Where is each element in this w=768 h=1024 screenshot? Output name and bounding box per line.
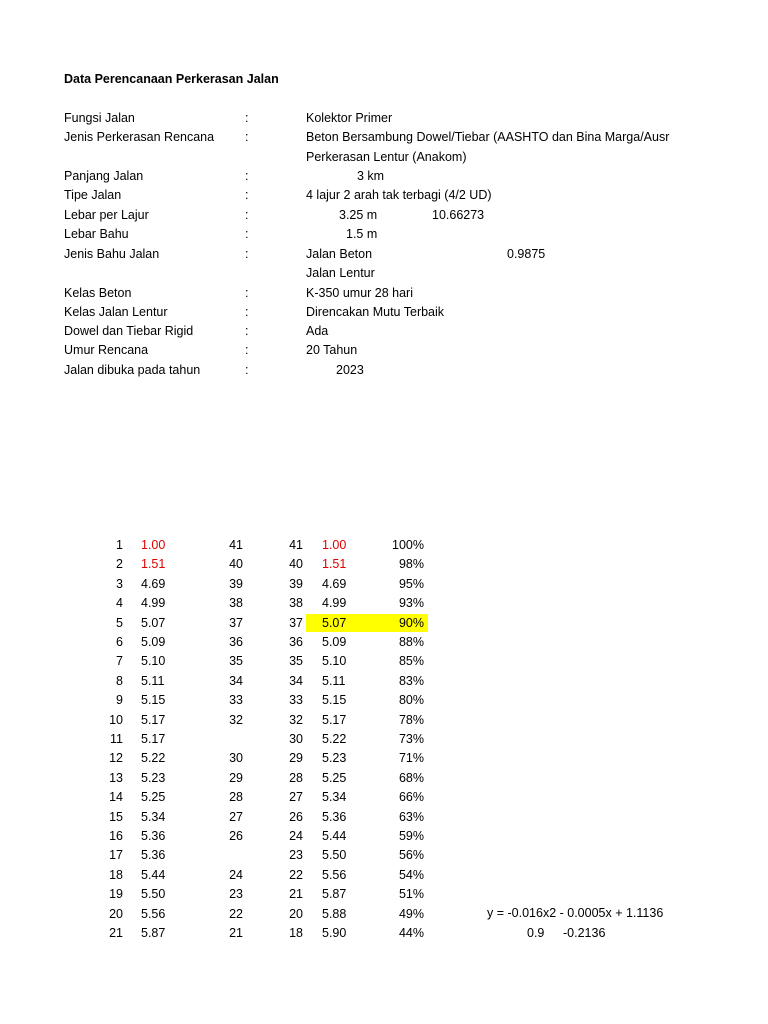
value-cell: 5.25 — [141, 790, 166, 804]
percent-cell: 95% — [398, 577, 424, 591]
param-value: 4 lajur 2 arah tak terbagi (4/2 UD) — [306, 188, 492, 202]
rank-cell: 23 — [229, 887, 243, 901]
percent-cell: 54% — [398, 868, 424, 882]
rank-cell: 32 — [229, 713, 243, 727]
param-label: Jalan dibuka pada tahun — [64, 363, 201, 377]
sorted-value-cell: 5.07 — [322, 616, 347, 630]
sorted-rank-cell: 20 — [289, 907, 303, 921]
param-label: Tipe Jalan — [64, 188, 122, 202]
sorted-value-cell: 4.99 — [322, 596, 347, 610]
param-value: 20 Tahun — [306, 343, 358, 357]
param-separator: : — [245, 286, 249, 300]
row-number: 9 — [116, 693, 123, 707]
param-separator: : — [245, 305, 249, 319]
sorted-value-cell: 5.88 — [322, 907, 347, 921]
param-value: 2023 — [336, 363, 364, 377]
percent-cell: 90% — [398, 616, 424, 630]
param-value: Direncakan Mutu Terbaik — [306, 305, 445, 319]
rank-cell: 37 — [229, 616, 243, 630]
sorted-value-cell: 5.50 — [322, 848, 347, 862]
sorted-rank-cell: 32 — [289, 713, 303, 727]
row-number: 8 — [116, 674, 123, 688]
sorted-value-cell: 5.90 — [322, 926, 347, 940]
sorted-rank-cell: 33 — [289, 693, 303, 707]
sorted-value-cell: 5.25 — [322, 771, 347, 785]
sorted-value-cell: 5.11 — [322, 674, 346, 688]
rank-cell: 22 — [229, 907, 243, 921]
value-cell: 5.44 — [141, 868, 166, 882]
value-cell: 1.00 — [141, 538, 166, 552]
sorted-rank-cell: 18 — [289, 926, 303, 940]
param-value: Jalan Lentur — [306, 266, 375, 280]
percent-cell: 51% — [398, 887, 424, 901]
param-label: Dowel dan Tiebar Rigid — [64, 324, 194, 338]
page-title: Data Perencanaan Perkerasan Jalan — [64, 72, 279, 86]
rank-cell: 38 — [229, 596, 243, 610]
param-value: Kolektor Primer — [306, 111, 393, 125]
row-number: 1 — [116, 538, 123, 552]
percent-cell: 73% — [398, 732, 424, 746]
param-value: Ada — [306, 324, 329, 338]
rank-cell: 34 — [229, 674, 243, 688]
percent-cell: 85% — [398, 654, 424, 668]
row-number: 18 — [109, 868, 123, 882]
sorted-rank-cell: 21 — [289, 887, 303, 901]
rank-cell: 21 — [229, 926, 243, 940]
formula-value-1: 0.9 — [527, 926, 545, 940]
sorted-value-cell: 5.17 — [322, 713, 347, 727]
param-label: Umur Rencana — [64, 343, 149, 357]
row-number: 13 — [109, 771, 123, 785]
rank-cell: 27 — [229, 810, 243, 824]
param-separator: : — [245, 227, 249, 241]
param-label: Fungsi Jalan — [64, 111, 135, 125]
sorted-value-cell: 5.10 — [322, 654, 347, 668]
rank-cell: 40 — [229, 557, 243, 571]
param-separator: : — [245, 324, 249, 338]
sorted-rank-cell: 29 — [289, 751, 303, 765]
percent-cell: 78% — [398, 713, 424, 727]
sorted-value-cell: 1.00 — [322, 538, 347, 552]
percent-cell: 66% — [398, 790, 424, 804]
value-cell: 1.51 — [141, 557, 166, 571]
value-cell: 5.09 — [141, 635, 166, 649]
param-separator: : — [245, 363, 249, 377]
param-label: Lebar Bahu — [64, 227, 129, 241]
sorted-value-cell: 5.23 — [322, 751, 347, 765]
rank-cell: 30 — [229, 751, 243, 765]
param-separator: : — [245, 247, 249, 261]
sorted-rank-cell: 37 — [289, 616, 303, 630]
value-cell: 5.36 — [141, 829, 166, 843]
sorted-rank-cell: 28 — [289, 771, 303, 785]
sorted-value-cell: 5.36 — [322, 810, 347, 824]
sorted-rank-cell: 23 — [289, 848, 303, 862]
sorted-rank-cell: 36 — [289, 635, 303, 649]
percent-cell: 56% — [398, 848, 424, 862]
sorted-value-cell: 5.34 — [322, 790, 347, 804]
row-number: 14 — [109, 790, 123, 804]
rank-cell: 26 — [229, 829, 243, 843]
param-label: Kelas Beton — [64, 286, 132, 300]
value-cell: 5.17 — [141, 732, 166, 746]
param-label: Jenis Bahu Jalan — [64, 247, 160, 261]
row-number: 10 — [109, 713, 123, 727]
value-cell: 5.17 — [141, 713, 166, 727]
param-separator: : — [245, 130, 249, 144]
sorted-rank-cell: 34 — [289, 674, 303, 688]
value-cell: 4.99 — [141, 596, 166, 610]
param-label: Lebar per Lajur — [64, 208, 149, 222]
formula-text: y = -0.016x2 - 0.0005x + 1.1136 — [487, 906, 664, 920]
rank-cell: 35 — [229, 654, 243, 668]
percent-cell: 59% — [398, 829, 424, 843]
row-number: 3 — [116, 577, 123, 591]
row-number: 11 — [110, 732, 123, 746]
formula-value-2: -0.2136 — [563, 926, 606, 940]
row-number: 19 — [109, 887, 123, 901]
value-cell: 5.15 — [141, 693, 166, 707]
param-value: K-350 umur 28 hari — [306, 286, 414, 300]
row-number: 5 — [116, 616, 123, 630]
param-value: Beton Bersambung Dowel/Tiebar (AASHTO dan Bina Marga/Ausr — [306, 130, 670, 144]
sorted-rank-cell: 27 — [289, 790, 303, 804]
param-separator: : — [245, 169, 249, 183]
value-cell: 5.50 — [141, 887, 166, 901]
param-extra-value: 10.66273 — [432, 208, 485, 222]
param-value: 3 km — [357, 169, 385, 183]
sorted-rank-cell: 22 — [289, 868, 303, 882]
value-cell: 5.10 — [141, 654, 166, 668]
param-separator: : — [245, 343, 249, 357]
rank-cell: 29 — [229, 771, 243, 785]
percent-cell: 83% — [398, 674, 424, 688]
sorted-value-cell: 5.44 — [322, 829, 347, 843]
percent-cell: 71% — [398, 751, 424, 765]
param-label: Kelas Jalan Lentur — [64, 305, 168, 319]
row-number: 21 — [109, 926, 123, 940]
row-number: 7 — [116, 654, 123, 668]
rank-cell: 24 — [229, 868, 243, 882]
rank-cell: 41 — [229, 538, 243, 552]
sorted-value-cell: 5.15 — [322, 693, 347, 707]
value-cell: 5.07 — [141, 616, 166, 630]
rank-cell: 28 — [229, 790, 243, 804]
sorted-value-cell: 5.22 — [322, 732, 347, 746]
sorted-rank-cell: 39 — [289, 577, 303, 591]
percent-cell: 88% — [398, 635, 424, 649]
row-number: 6 — [116, 635, 123, 649]
percent-cell: 49% — [398, 907, 424, 921]
param-separator: : — [245, 208, 249, 222]
rank-cell: 39 — [229, 577, 243, 591]
sorted-value-cell: 5.87 — [322, 887, 347, 901]
row-number: 16 — [109, 829, 123, 843]
row-number: 15 — [109, 810, 123, 824]
sorted-value-cell: 1.51 — [322, 557, 347, 571]
row-number: 2 — [116, 557, 123, 571]
sorted-rank-cell: 41 — [289, 538, 303, 552]
value-cell: 5.22 — [141, 751, 166, 765]
value-cell: 5.56 — [141, 907, 166, 921]
param-separator: : — [245, 111, 249, 125]
rank-cell: 36 — [229, 635, 243, 649]
param-value: Perkerasan Lentur (Anakom) — [306, 150, 467, 164]
percent-cell: 44% — [398, 926, 424, 940]
value-cell: 5.11 — [141, 674, 165, 688]
sorted-rank-cell: 40 — [289, 557, 303, 571]
row-number: 12 — [109, 751, 123, 765]
sorted-rank-cell: 35 — [289, 654, 303, 668]
percent-cell: 63% — [398, 810, 424, 824]
rank-cell: 33 — [229, 693, 243, 707]
value-cell: 5.36 — [141, 848, 166, 862]
row-number: 4 — [116, 596, 123, 610]
value-cell: 4.69 — [141, 577, 166, 591]
percent-cell: 80% — [398, 693, 424, 707]
percent-cell: 100% — [392, 538, 424, 552]
sorted-rank-cell: 24 — [289, 829, 303, 843]
param-value: 1.5 m — [346, 227, 378, 241]
row-number: 17 — [109, 848, 123, 862]
sorted-value-cell: 4.69 — [322, 577, 347, 591]
row-number: 20 — [109, 907, 123, 921]
param-label: Jenis Perkerasan Rencana — [64, 130, 215, 144]
value-cell: 5.23 — [141, 771, 166, 785]
param-extra-value: 0.9875 — [507, 247, 546, 261]
value-cell: 5.34 — [141, 810, 166, 824]
sorted-rank-cell: 30 — [289, 732, 303, 746]
percent-cell: 68% — [398, 771, 424, 785]
param-value: 3.25 m — [339, 208, 378, 222]
percent-cell: 98% — [398, 557, 424, 571]
sorted-value-cell: 5.56 — [322, 868, 347, 882]
percent-cell: 93% — [398, 596, 424, 610]
param-label: Panjang Jalan — [64, 169, 144, 183]
sorted-rank-cell: 38 — [289, 596, 303, 610]
param-separator: : — [245, 188, 249, 202]
sorted-rank-cell: 26 — [289, 810, 303, 824]
value-cell: 5.87 — [141, 926, 166, 940]
sorted-value-cell: 5.09 — [322, 635, 347, 649]
param-value: Jalan Beton — [306, 247, 373, 261]
